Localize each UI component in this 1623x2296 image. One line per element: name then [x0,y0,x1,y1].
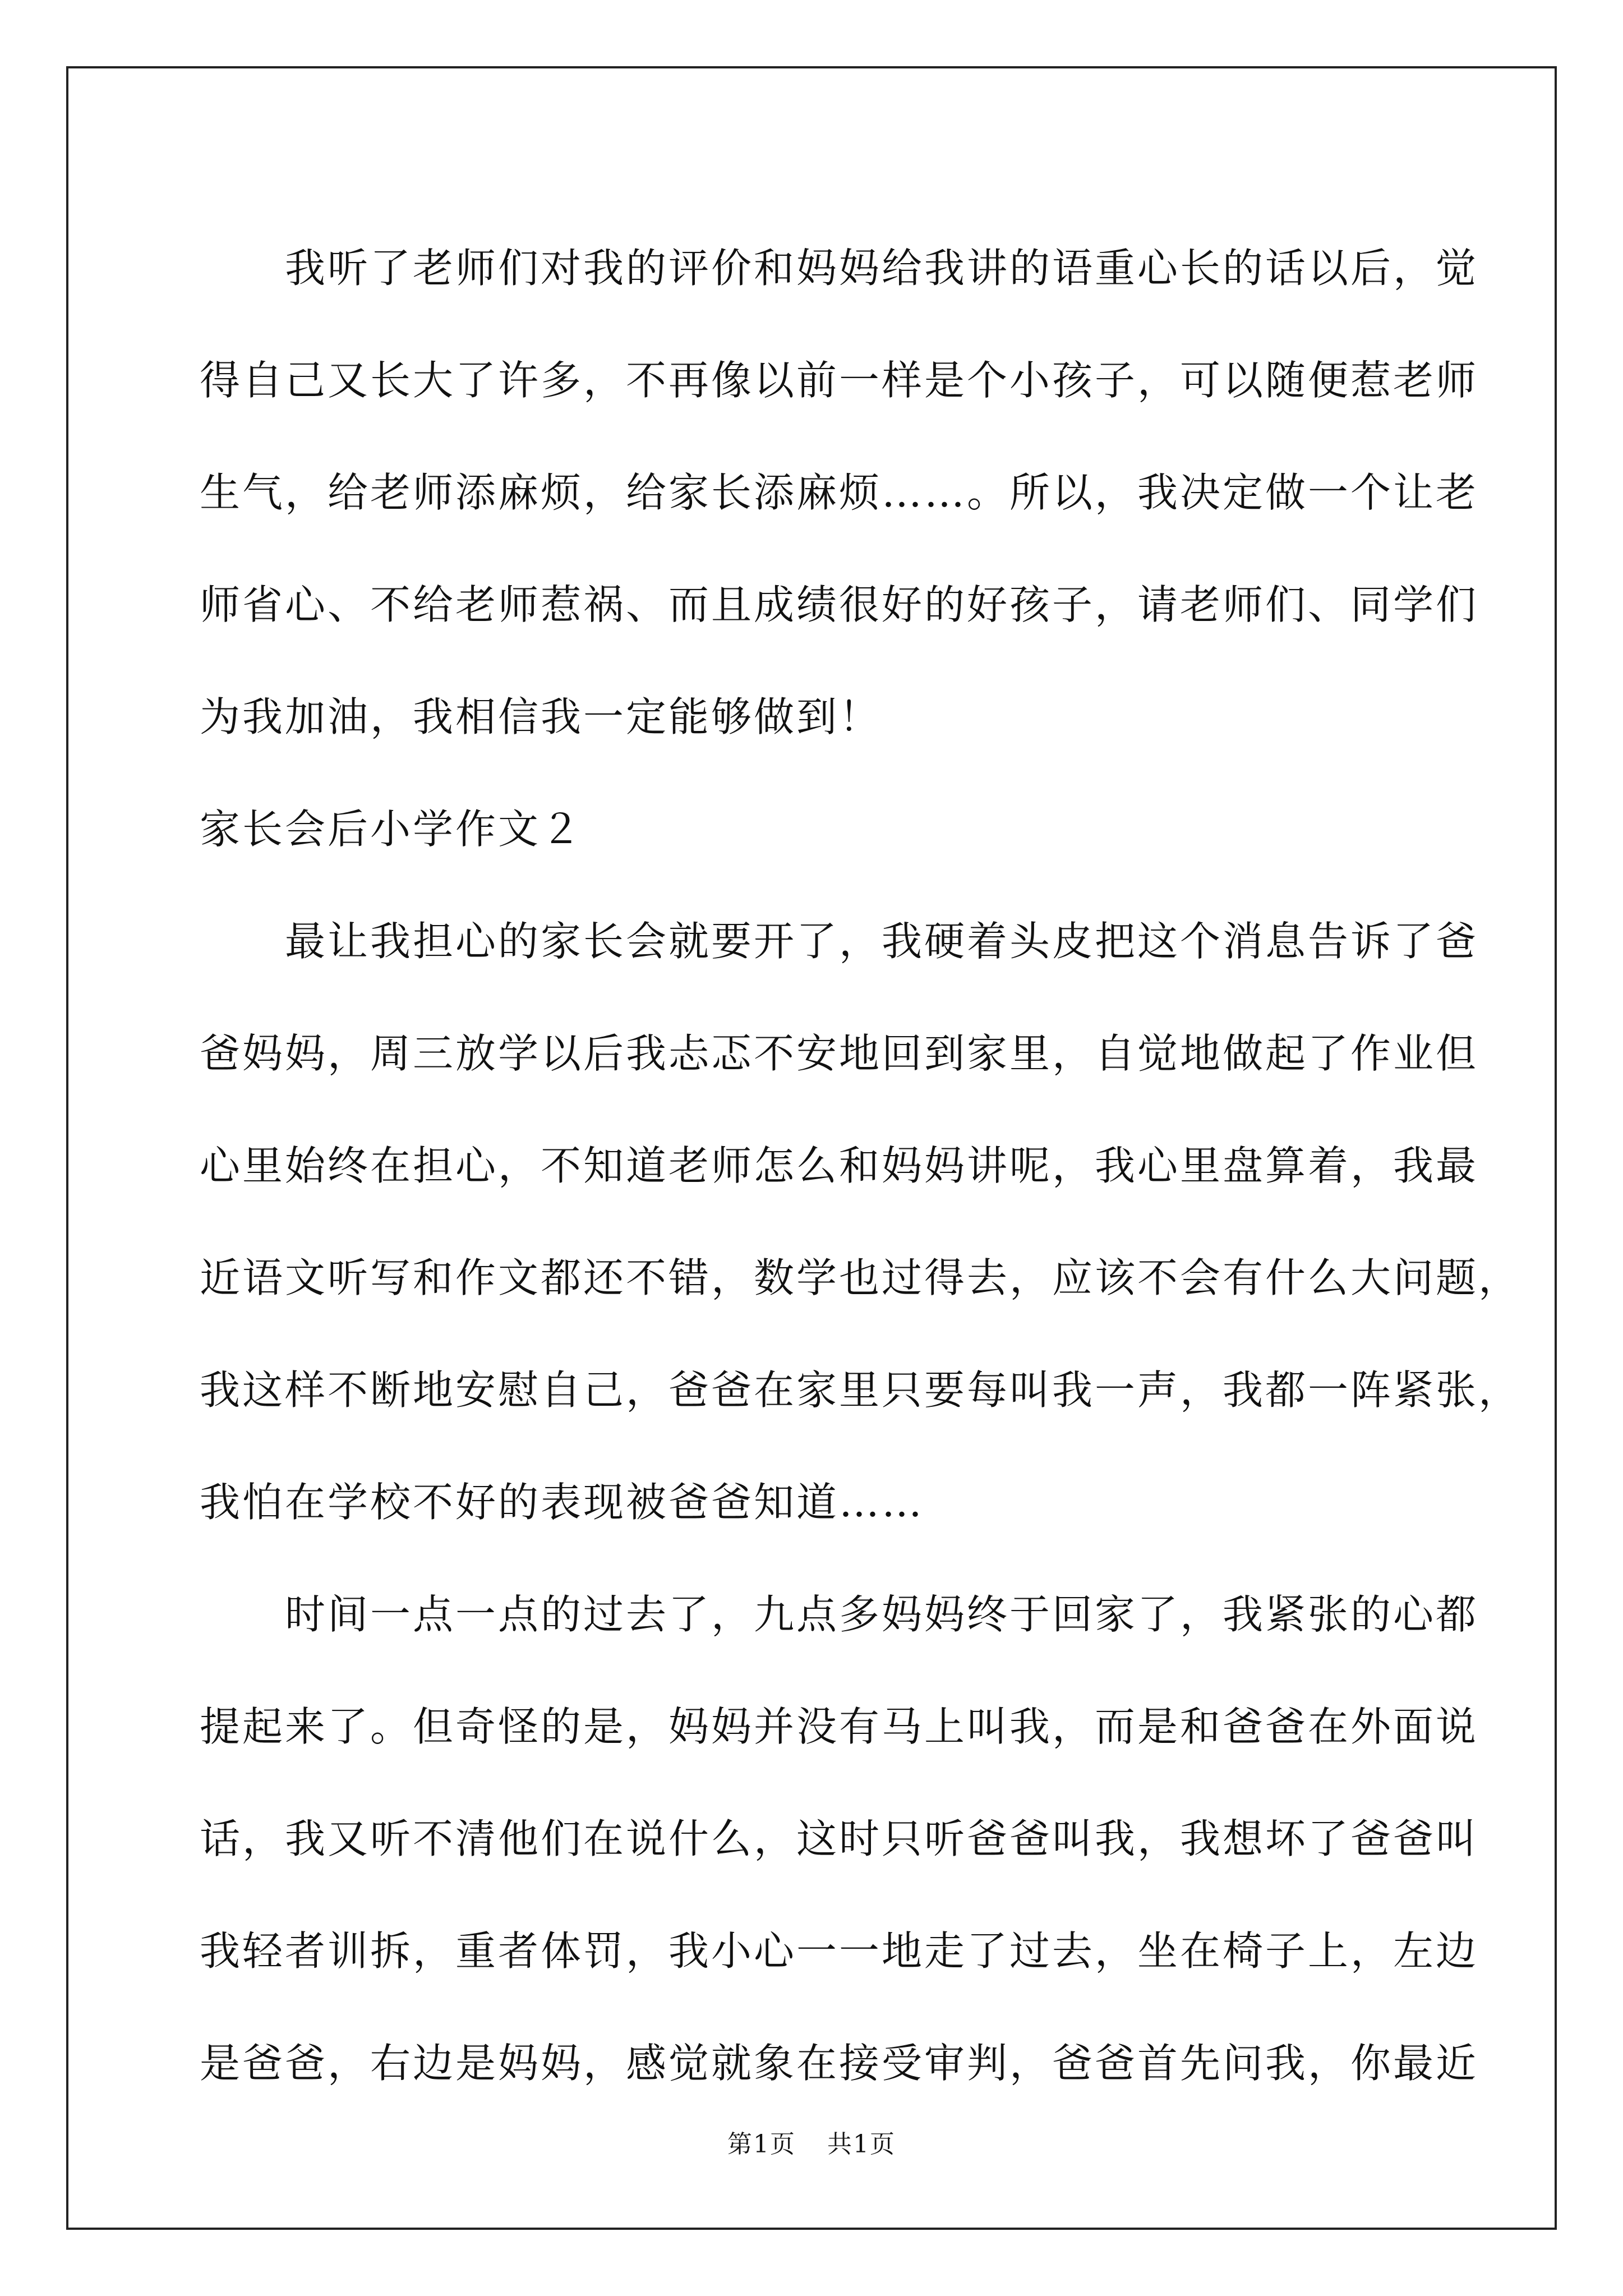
paragraph-line: 话，我又听不清他们在说什么，这时只听爸爸叫我，我想坏了爸爸叫 [200,1815,1479,1862]
paragraph-line: 爸妈妈，周三放学以后我忐忑不安地回到家里，自觉地做起了作业但 [200,1030,1479,1077]
paragraph-line: 我听了老师们对我的评价和妈妈给我讲的语重心长的话以后，觉 [285,245,1479,292]
paragraph-1 [200,212,1479,773]
page-total: 共1页 [827,2130,896,2159]
paragraph-line: 师省心、不给老师惹祸、而且成绩很好的好孩子，请老师们、同学们 [200,581,1479,628]
paragraph-line: 我轻者训拆，重者体罚，我小心一一地走了过去，坐在椅子上，左边 [200,1927,1479,1975]
paragraph-line: 是爸爸，右边是妈妈，感觉就象在接受审判，爸爸首先问我，你最近 [200,2040,1479,2087]
page-number: 第1页 [727,2130,796,2159]
paragraph-line: 为我加油，我相信我一定能够做到！ [200,693,882,740]
paragraph-3 [200,1558,1479,2119]
paragraph-line: 近语文听写和作文都还不错，数学也过得去，应该不会有什么大问题， [200,1254,1521,1301]
paragraph-line: 生气，给老师添麻烦，给家长添麻烦……。所以，我决定做一个让老 [200,469,1479,516]
document-body [200,212,1521,2119]
paragraph-line: 我怕在学校不好的表现被爸爸知道…… [200,1479,925,1526]
paragraph-line: 最让我担心的家长会就要开了，我硬着头皮把这个消息告诉了爸 [285,918,1479,965]
paragraph-line: 心里始终在担心，不知道老师怎么和妈妈讲呢，我心里盘算着，我最 [200,1142,1479,1189]
paragraph-line: 时间一点一点的过去了，九点多妈妈终于回家了，我紧张的心都 [285,1591,1479,1638]
paragraph-line: 提起来了。但奇怪的是，妈妈并没有马上叫我，而是和爸爸在外面说 [200,1703,1479,1750]
section-heading: 家长会后小学作文２ [200,806,584,853]
paragraph-line: 得自己又长大了许多，不再像以前一样是个小孩子，可以随便惹老师 [200,357,1479,404]
page-footer [0,2128,1623,2161]
paragraph-line: 我这样不断地安慰自己，爸爸在家里只要每叫我一声，我都一阵紧张， [200,1366,1521,1414]
paragraph-2 [200,885,1521,1558]
